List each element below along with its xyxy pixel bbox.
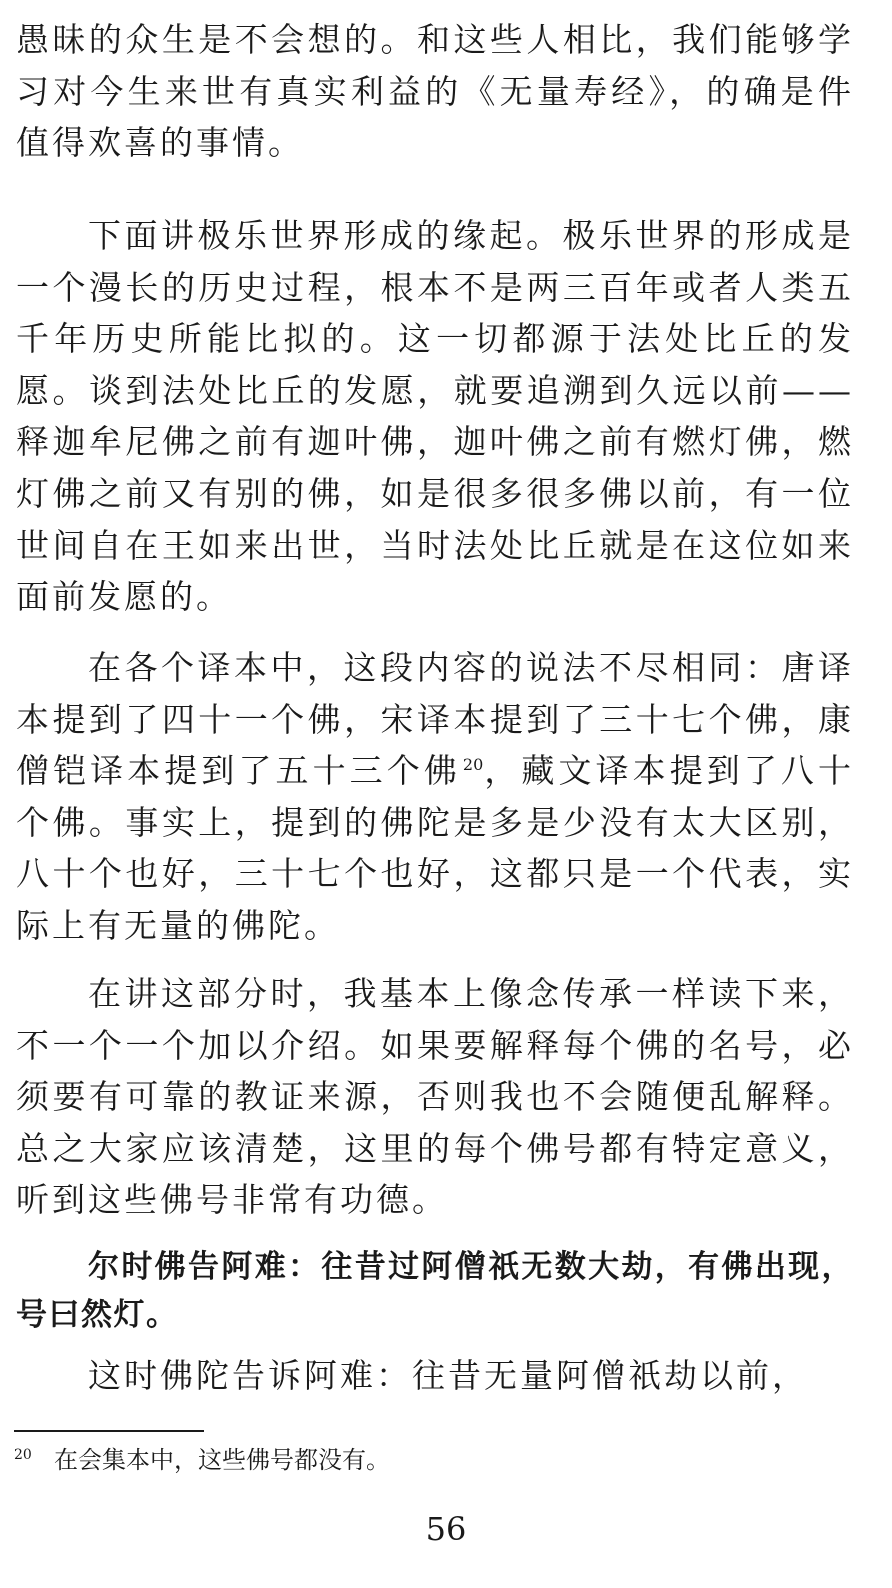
- footnote-20: 20 在会集本中，这些佛号都没有。: [14, 1446, 390, 1474]
- paragraph-translations-part1: 在各个译本中，这段内容的说法不尽相同：唐译本提到了四十一个佛，宋译本提到了三十七个佛，康僧铠译本提到了五十三个佛: [16, 648, 854, 791]
- sutra-quote: 尔时佛告阿难：往昔过阿僧祇无数大劫，有佛出现，号曰然灯。: [16, 1249, 854, 1333]
- footnote-text: 在会集本中，这些佛号都没有。: [54, 1446, 390, 1474]
- paragraph-origin-of-pure-land: 下面讲极乐世界形成的缘起。极乐世界的形成是一个漫长的历史过程，根本不是两三百年或者人类五千年历史所能比拟的。这一切都源于法处比丘的发愿。谈到法处比丘的发愿，就要追溯到久远以前——释迦牟尼佛之前有迦叶佛，迦叶佛之前有燃灯佛，燃灯佛之前又有别的佛，如是很多很多佛以前，有一位世间自在王如来出世，当时法处比丘就是在这位如来面前发愿的。: [16, 216, 854, 617]
- paragraph-explanation-start: 这时佛陀告诉阿难：往昔无量阿僧祇劫以前，: [88, 1356, 808, 1395]
- page-number: 56: [425, 1510, 467, 1548]
- paragraph-translations: [16, 642, 854, 952]
- footnote-divider: [14, 1430, 204, 1432]
- paragraph-translations-part2: ，藏文译本提到了八十个佛。事实上，提到的佛陀是多是少没有太大区别，八十个也好，三十七个也好，这都只是一个代表，实际上有无量的佛陀。: [16, 751, 855, 945]
- footnote-reference-20[interactable]: 20: [462, 755, 484, 775]
- paragraph-continuation: 愚昧的众生是不会想的。和这些人相比，我们能够学习对今生来世有真实利益的《无量寿经》，的确是件值得欢喜的事情。: [16, 20, 854, 163]
- paragraph-buddha-names: 在讲这部分时，我基本上像念传承一样读下来，不一个一个加以介绍。如果要解释每个佛的名号，必须要有可靠的教证来源，否则我也不会随便乱解释。总之大家应该清楚，这里的每个佛号都有特定意义，听到这些佛号非常有功德。: [16, 974, 854, 1220]
